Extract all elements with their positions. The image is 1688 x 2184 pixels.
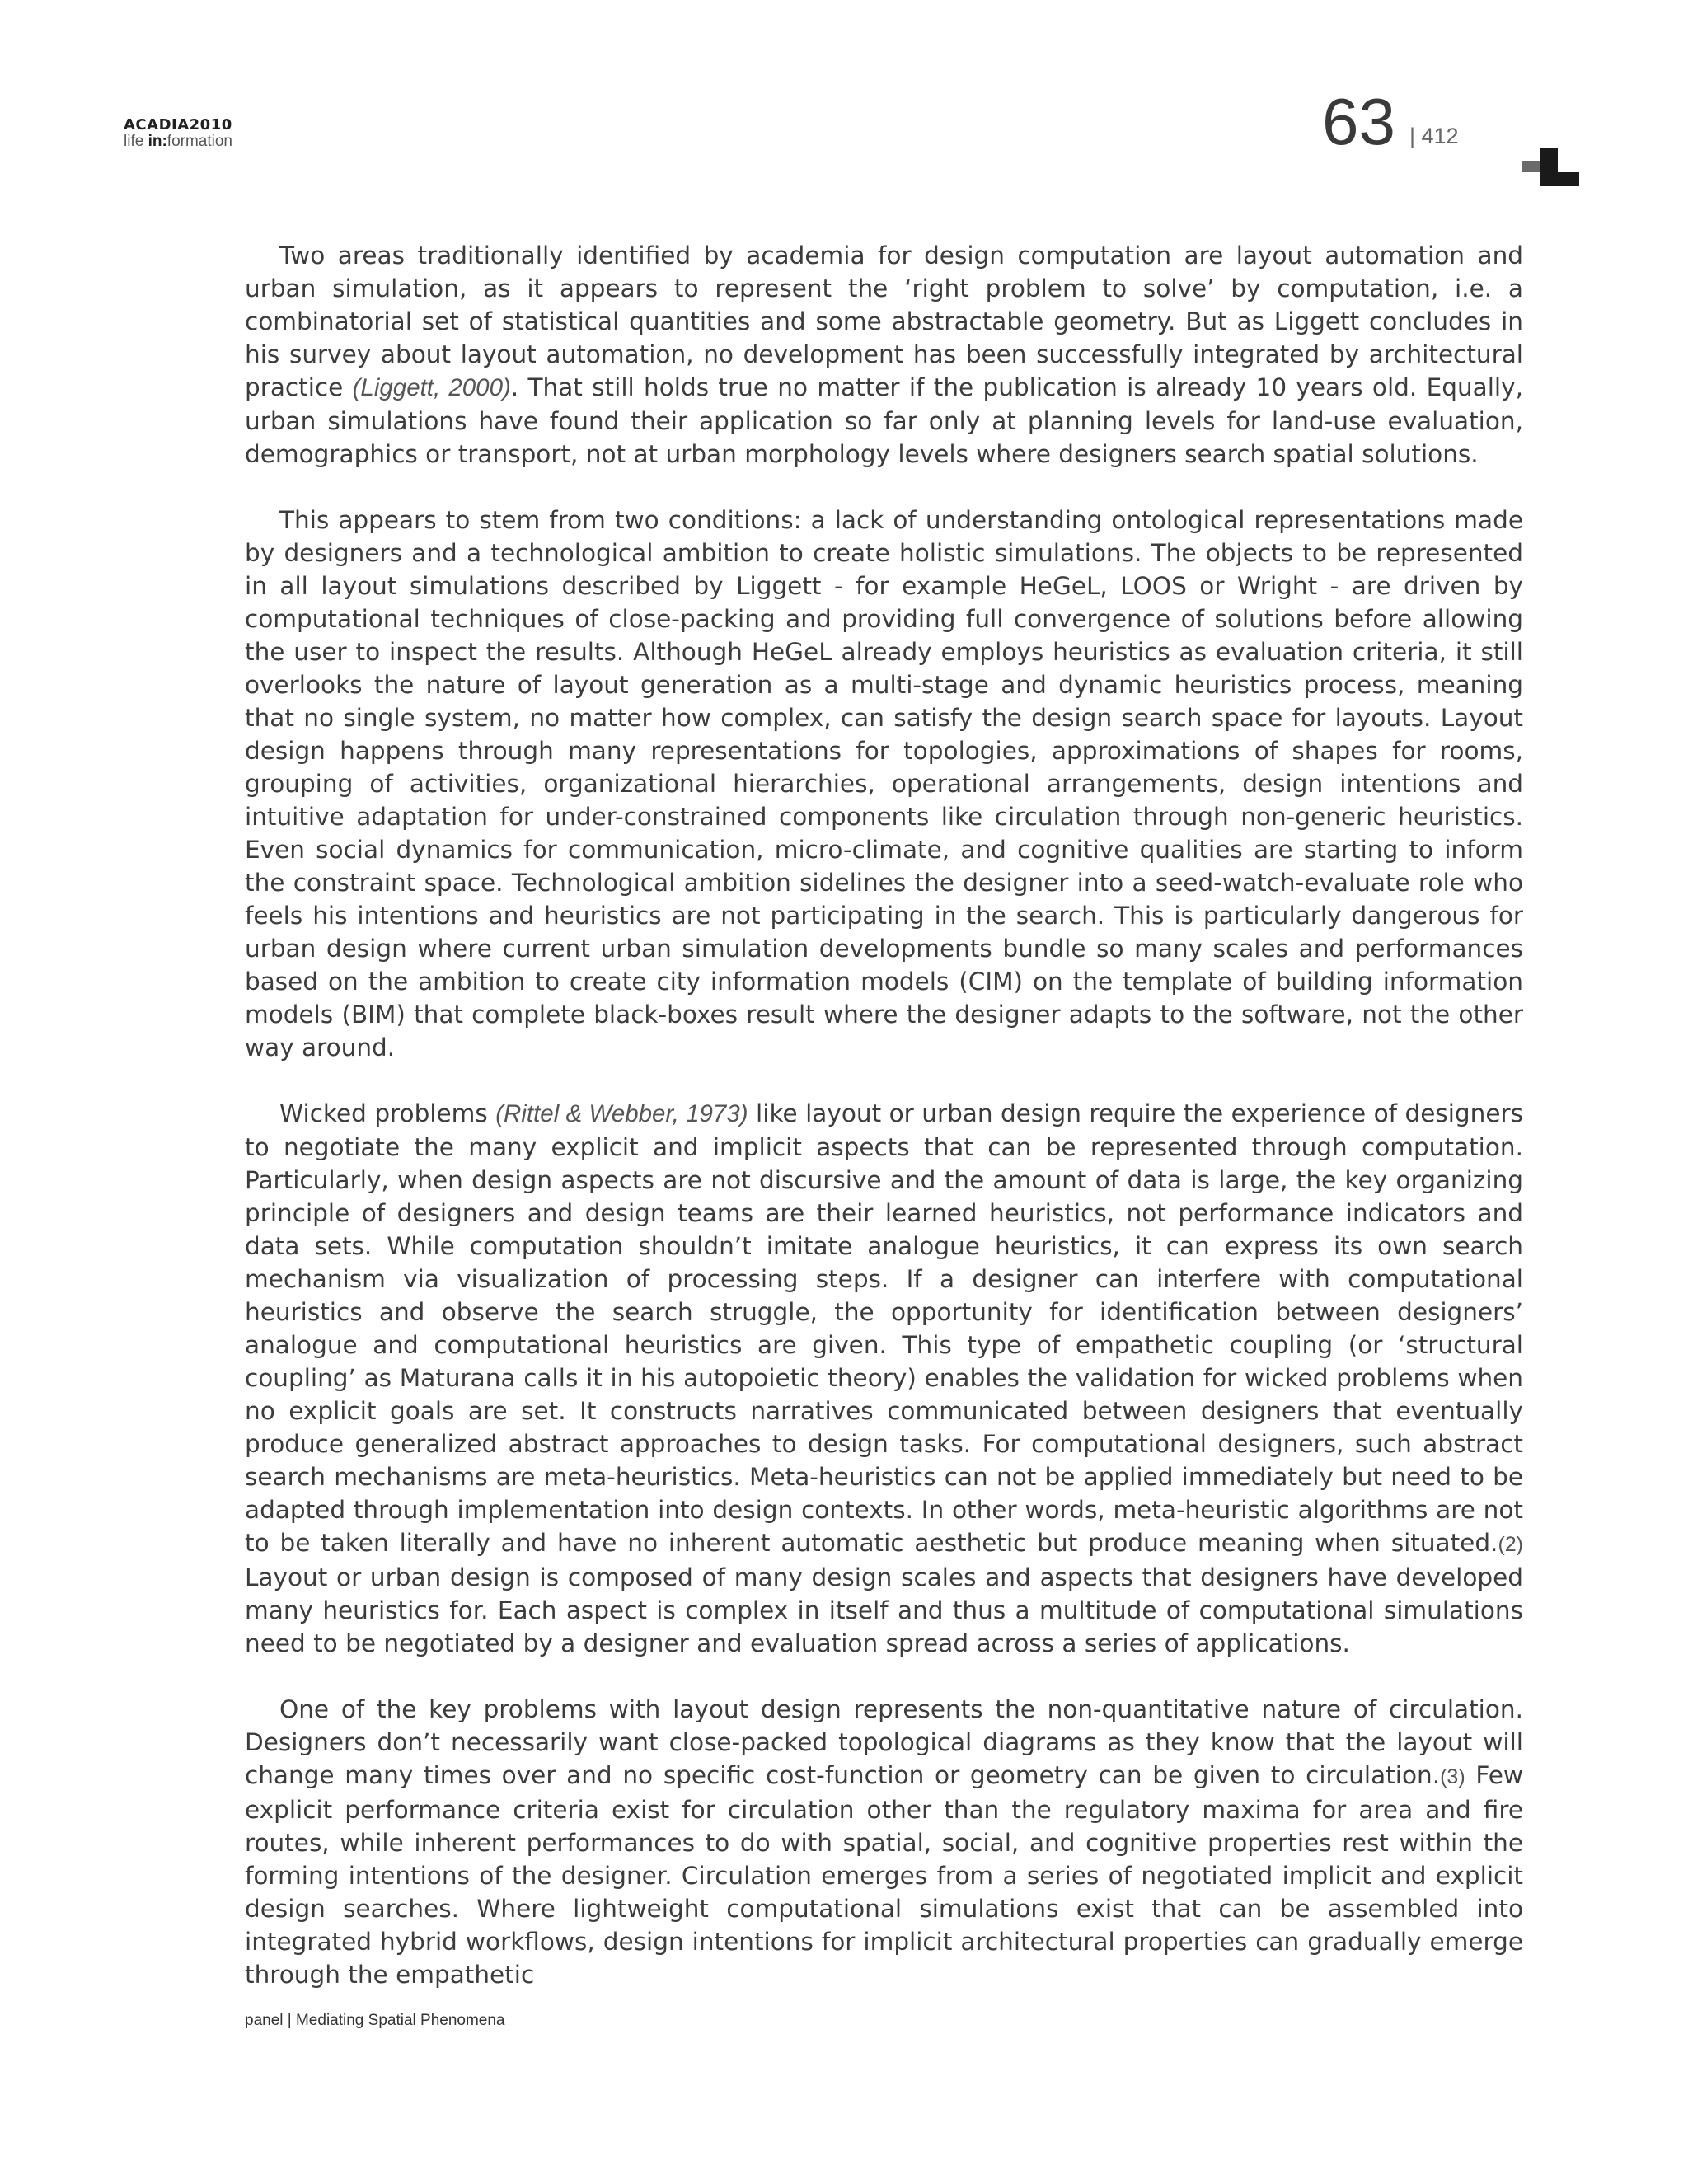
page-number: 63 xyxy=(1322,85,1395,158)
paragraph-text: This appears to stem from two conditions: a lack of understanding ontological representations made by designers and a technological ambition to create holistic simulations. The objects to be represented in all layout simulations described by Liggett - for example HeGeL, LOOS or Wright - are driven by computational techniques of close-packing and providing full convergence of solutions before allowing the user to inspect the results. Although HeGeL already employs heuristics as evaluation criteria, it still overlooks the nature of layout generation as a multi-stage and dynamic heuristics process, meaning that no single system, no matter how complex, can satisfy the design search space for layouts. Layout design happens through many representations for topologies, approximations of shapes for rooms, grouping of activities, organizational hierarchies, operational arrangements, design intentions and intuitive adaptation for under-constrained components like circulation through non-generic heuristics. Even social dynamics for communication, micro-climate, and cognitive qualities are starting to inform the constraint space. Technological ambition sidelines the designer into a seed-watch-evaluate role who feels his intentions and heuristics are not participating in the search. This is particularly dangerous for urban design where current urban simulation developments bundle so many scales and performances based on the ambition to create city information models (CIM) on the template of building information models (BIM) that complete black-boxes result where the designer adapts to the software, not the other way around. xyxy=(245,506,1523,1062)
paragraph-text: Wicked problems xyxy=(279,1099,496,1127)
paragraph xyxy=(245,1693,1523,1991)
footnote-ref: (3) xyxy=(1440,1765,1465,1788)
article-body xyxy=(245,239,1523,1991)
page-footer: panel | Mediating Spatial Phenomena xyxy=(245,2012,505,2029)
conference-name: ACADIA2010 xyxy=(124,116,232,134)
paragraph xyxy=(245,1097,1523,1660)
paragraph-text: Layout or urban design is composed of many design scales and aspects that designers have developed many heuristics for. Each aspect is complex in itself and thus a multitude of computational simulations need to be negotiated by a designer and evaluation spread across a series of applications. xyxy=(245,1563,1523,1657)
paragraph xyxy=(245,504,1523,1064)
acadia-corner-mark-icon xyxy=(1522,148,1579,194)
paragraph-text: Few explicit performance criteria exist for circulation other than the regulatory maxima for area and fire routes, while inherent performances to do with spatial, social, and cognitive properties rest within the forming intentions of the designer. Circulation emerges from a series of negotiated implicit and explicit design searches. Where lightweight computational simulations exist that can be assembled into integrated hybrid workflows, design intentions for implicit architectural properties can gradually emerge through the empathetic xyxy=(245,1761,1523,1989)
conference-tagline: life in:formation xyxy=(124,132,232,150)
citation: (Liggett, 2000) xyxy=(352,374,511,401)
paragraph-text: Two areas traditionally identified by academia for design computation are layout automation and urban simulation, as it appears to represent the ‘right problem to solve’ by computation, i.e. a combinatorial set of statistical quantities and some abstractable geometry. But as Liggett concludes in his survey about layout automation, no development has been successfully integrated by architectural practice xyxy=(245,241,1523,401)
paragraph xyxy=(245,239,1523,471)
citation: (Rittel & Webber, 1973) xyxy=(495,1100,748,1127)
paragraph-text: . That still holds true no matter if the publication is already 10 years old. Equally, urban simulations have found their application so far only at planning levels for land-use evaluation, demographics or transport, not at urban morphology levels where designers search spatial solutions. xyxy=(245,373,1523,468)
footnote-ref: (2) xyxy=(1498,1533,1523,1556)
page-total: | 412 xyxy=(1409,124,1459,148)
conference-logo xyxy=(124,118,232,150)
paragraph-text: One of the key problems with layout design represents the non-quantitative nature of circulation. Designers don’t necessarily want close-packed topological diagrams as they know that the layout will change many times over and no specific cost-function or geometry can be given to circulation. xyxy=(245,1695,1523,1789)
paragraph-text: like layout or urban design require the experience of designers to negotiate the many explicit and implicit aspects that can be represented through computation. Particularly, when design aspects are not discursive and the amount of data is large, the key organizing principle of designers and design teams are their learned heuristics, not performance indicators and data sets. While computation shouldn’t imitate analogue heuristics, it can express its own search mechanism via visualization of processing steps. If a designer can interfere with computational heuristics and observe the search struggle, the opportunity for identification between designers’ analogue and computational heuristics are given. This type of empathetic coupling (or ‘structural coupling’ as Maturana calls it in his autopoietic theory) enables the validation for wicked problems when no explicit goals are set. It constructs narratives communicated between designers that eventually produce generalized abstract approaches to design tasks. For computational designers, such abstract search mechanisms are meta-heuristics. Meta-heuristics can not be applied immediately but need to be adapted through implementation into design contexts. In other words, meta-heuristic algorithms are not to be taken literally and have no inherent automatic aesthetic but produce meaning when situated. xyxy=(245,1099,1523,1557)
